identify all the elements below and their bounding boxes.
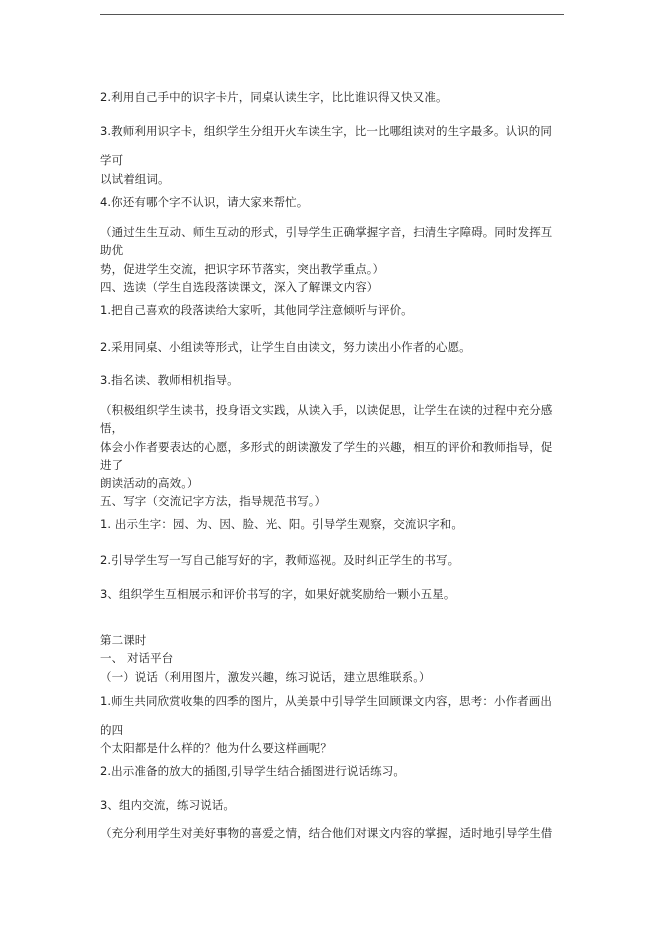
text-line: 3.指名读、教师相机指导。 [100, 373, 239, 387]
text-line: 3、组织学生互相展示和评价书写的字，如果好就奖励给一颗小五星。 [100, 587, 456, 601]
text-line: 体会小作者要表达的心愿，多形式的朗读激发了学生的兴趣，相互的评价和教师指导，促 [100, 440, 553, 454]
text-line: 2.引导学生写一写自己能写好的字，教师巡视。及时纠正学生的书写。 [100, 553, 460, 567]
section-heading: 一、 对话平台 [100, 651, 174, 665]
text-line: （积极组织学生读书，投身语文实践，从读入手，以读促思，让学生在读的过程中充分感 [100, 403, 553, 417]
text-line: 势，促进学生交流，把识字环节落实，突出教学重点。） [100, 262, 385, 276]
text-line: 助优 [100, 243, 124, 257]
text-line: 3、组内交流，练习说话。 [100, 798, 236, 812]
text-line: 1.把自己喜欢的段落读给大家听，其他同学注意倾听与评价。 [100, 303, 413, 317]
text-line: 学可 [100, 153, 124, 167]
text-line: 3.教师利用识字卡，组织学生分组开火车读生字，比一比哪组读对的生字最多。认识的同 [100, 124, 552, 138]
text-line: 4.你还有哪个字不认识，请大家来帮忙。 [100, 195, 309, 209]
section-heading: 五、写字（交流记字方法，指导规范书写。） [100, 494, 327, 508]
text-line: 个太阳都是什么样的？他为什么要这样画呢？ [100, 741, 332, 755]
text-line: （充分利用学生对美好事物的喜爱之情，结合他们对课文内容的掌握，适时地引导学生借 [100, 826, 553, 840]
lesson-title: 第二课时 [100, 633, 147, 647]
text-line: 2.利用自己手中的识字卡片，同桌认读生字，比比谁识得又快又准。 [100, 90, 448, 104]
text-line: 以试着组词。 [100, 172, 170, 186]
section-heading: 四、选读（学生自选段落读课文，深入了解课文内容） [100, 280, 379, 294]
text-line: 2.采用同桌、小组读等形式，让学生自由读文，努力读出小作者的心愿。 [100, 340, 471, 354]
text-line: 朗读活动的高效。） [100, 476, 199, 490]
text-line: 1.师生共同欣赏收集的四季的图片，从美景中引导学生回顾课文内容，思考：小作者画出 [100, 694, 552, 708]
sub-heading: （一）说话（利用图片，激发兴趣，练习说话，建立思维联系。） [100, 670, 431, 684]
header-rule [100, 14, 564, 15]
text-line: 1. 出示生字：园、为、因、脸、光、阳。引导学生观察，交流识字和。 [100, 517, 463, 531]
text-line: 2.出示准备的放大的插图,引导学生结合插图进行说话练习。 [100, 764, 405, 778]
text-line: 的四 [100, 723, 124, 737]
text-line: 进了 [100, 458, 124, 472]
text-line: 悟， [100, 421, 124, 435]
text-line: （通过生生互动、师生互动的形式，引导学生正确掌握字音，扫清生字障碍。同时发挥互 [100, 225, 553, 239]
